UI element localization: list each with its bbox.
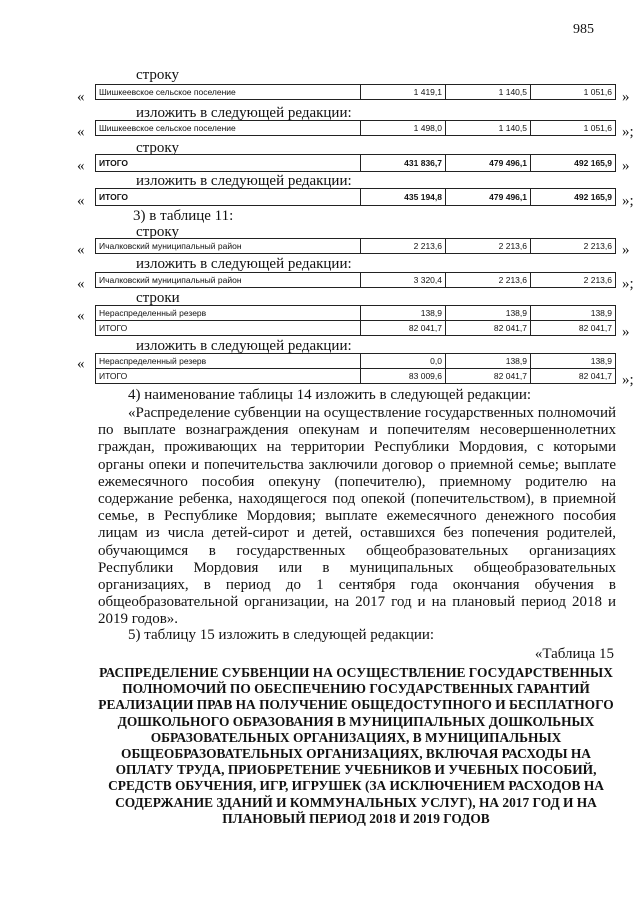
table-row	[96, 155, 616, 172]
close-quote: »	[622, 242, 630, 258]
table-row	[96, 273, 616, 288]
block-label: изложить в следующей редакции:	[136, 173, 352, 189]
table-row	[96, 354, 616, 369]
row-name: Ичалковский муниципальный район	[96, 273, 361, 288]
row-name: Шишкеевское сельское поселение	[96, 85, 361, 100]
amendment-table	[95, 238, 616, 254]
open-quote: «	[77, 124, 85, 140]
value-2019: 138,9	[531, 306, 616, 321]
value-2018: 479 496,1	[446, 155, 531, 172]
open-quote: «	[77, 356, 85, 372]
table15-title: РАСПРЕДЕЛЕНИЕ СУБВЕНЦИИ НА ОСУЩЕСТВЛЕНИЕ ГОСУДАРСТВЕННЫХ ПОЛНОМОЧИЙ ПО ОБЕСПЕЧЕНИЮ ГОСУДАРСТВЕННЫХ ГАРАНТИЙ РЕАЛИЗАЦИИ ПРАВ НА ПОЛУЧЕНИЕ ОБЩЕДОСТУПНОГО И БЕСПЛАТНОГО ДОШКОЛЬНОГО ОБРАЗОВАНИЯ В МУНИЦИПАЛЬНЫХ ДОШКОЛЬНЫХ ОБРАЗОВАТЕЛЬНЫХ ОРГАНИЗАЦИЯХ, В МУНИЦИПАЛЬНЫХ ОБЩЕОБРАЗОВАТЕЛЬНЫХ ОРГАНИЗАЦИЯХ, ВКЛЮЧАЯ РАСХОДЫ НА ОПЛАТУ ТРУДА, ПРИОБРЕТЕНИЕ УЧЕБНИКОВ И УЧЕБНЫХ ПОСОБИЙ, СРЕДСТВ ОБУЧЕНИЯ, ИГР, ИГРУШЕК (ЗА ИСКЛЮЧЕНИЕМ РАСХОДОВ НА СОДЕРЖАНИЕ ЗДАНИЙ И КОММУНАЛЬНЫХ УСЛУГ), НА 2017 ГОД И НА ПЛАНОВЫЙ ПЕРИОД 2018 И 2019 ГОДОВ	[98, 665, 614, 826]
close-quote: »;	[622, 372, 634, 388]
value-2019: 82 041,7	[531, 321, 616, 336]
close-quote: »;	[622, 193, 634, 209]
value-2018: 2 213,6	[446, 273, 531, 288]
item5-intro: 5) таблицу 15 изложить в следующей редакции:	[128, 627, 435, 643]
amendment-table	[95, 84, 616, 100]
table15-label: «Таблица 15	[534, 646, 614, 662]
value-2019: 1 051,6	[531, 121, 616, 136]
amendment-table	[95, 188, 616, 206]
amendment-table	[95, 154, 616, 172]
value-2017: 1 498,0	[361, 121, 446, 136]
table-row	[96, 189, 616, 206]
block-label: строку	[136, 140, 179, 156]
value-2019: 82 041,7	[531, 369, 616, 384]
amendment-table	[95, 120, 616, 136]
row-name: Нераспределенный резерв	[96, 306, 361, 321]
value-2017: 3 320,4	[361, 273, 446, 288]
block-label: строку	[136, 224, 179, 240]
row-name: Ичалковский муниципальный район	[96, 239, 361, 254]
table-row	[96, 306, 616, 321]
table-row	[96, 321, 616, 336]
value-2018: 1 140,5	[446, 121, 531, 136]
value-2017: 138,9	[361, 306, 446, 321]
block-label: изложить в следующей редакции:	[136, 105, 352, 121]
open-quote: «	[77, 276, 85, 292]
row-name: ИТОГО	[96, 189, 361, 206]
row-name: ИТОГО	[96, 155, 361, 172]
value-2018: 82 041,7	[446, 369, 531, 384]
close-quote: »;	[622, 276, 634, 292]
item4-intro: 4) наименование таблицы 14 изложить в следующей редакции:	[128, 387, 532, 403]
value-2017: 2 213,6	[361, 239, 446, 254]
row-name: Шишкеевское сельское поселение	[96, 121, 361, 136]
value-2018: 82 041,7	[446, 321, 531, 336]
open-quote: «	[77, 308, 85, 324]
close-quote: »	[622, 89, 630, 105]
value-2017: 431 836,7	[361, 155, 446, 172]
amendment-table	[95, 353, 616, 384]
block-label: строку	[136, 67, 179, 83]
value-2018: 2 213,6	[446, 239, 531, 254]
value-2017: 0,0	[361, 354, 446, 369]
close-quote: »	[622, 158, 630, 174]
close-quote: »	[622, 324, 630, 340]
value-2018: 138,9	[446, 354, 531, 369]
value-2017: 435 194,8	[361, 189, 446, 206]
block-label: изложить в следующей редакции:	[136, 256, 352, 272]
table-row	[96, 121, 616, 136]
table11-intro: 3) в таблице 11:	[133, 208, 234, 224]
amendment-table	[95, 272, 616, 288]
value-2019: 2 213,6	[531, 239, 616, 254]
row-name: Нераспределенный резерв	[96, 354, 361, 369]
value-2019: 138,9	[531, 354, 616, 369]
table-row	[96, 369, 616, 384]
value-2017: 83 009,6	[361, 369, 446, 384]
value-2018: 1 140,5	[446, 85, 531, 100]
open-quote: «	[77, 193, 85, 209]
table14-title-text: «Распределение субвенции на осуществление государственных полномочий по выплате вознаграждения опекунам и попечителям несовершеннолетних граждан, проживающих на территории Республики Мордовия, с которыми органы опеки и попечительства заключили договор о приемной семье; выплате ежемесячного пособия опекуну (попечителю), приемному родителю на содержание ребенка, находящегося под опекой (попечительством), в приемной семье, в Республике Мордовия; выплате ежемесячного денежного пособия лицам из числа детей-сирот и детей, оставшихся без попечения родителей, обучающимся в государственных общеобразовательных организациях Республики Мордовия или в муниципальных общеобразовательных организациях, в период до 1 сентября года окончания обучения в общеобразовательной организации, на 2017 год и на плановый период 2018 и 2019 годов».	[98, 405, 616, 628]
open-quote: «	[77, 242, 85, 258]
amendment-table	[95, 305, 616, 336]
value-2019: 492 165,9	[531, 155, 616, 172]
block-label: изложить в следующей редакции:	[136, 338, 352, 354]
value-2018: 138,9	[446, 306, 531, 321]
open-quote: «	[77, 89, 85, 105]
value-2017: 1 419,1	[361, 85, 446, 100]
row-name: ИТОГО	[96, 369, 361, 384]
open-quote: «	[77, 158, 85, 174]
value-2019: 492 165,9	[531, 189, 616, 206]
page-number: 985	[573, 22, 594, 37]
block-label: строки	[136, 290, 180, 306]
row-name: ИТОГО	[96, 321, 361, 336]
table-row	[96, 85, 616, 100]
table-row	[96, 239, 616, 254]
value-2019: 2 213,6	[531, 273, 616, 288]
value-2018: 479 496,1	[446, 189, 531, 206]
value-2017: 82 041,7	[361, 321, 446, 336]
close-quote: »;	[622, 124, 634, 140]
value-2019: 1 051,6	[531, 85, 616, 100]
